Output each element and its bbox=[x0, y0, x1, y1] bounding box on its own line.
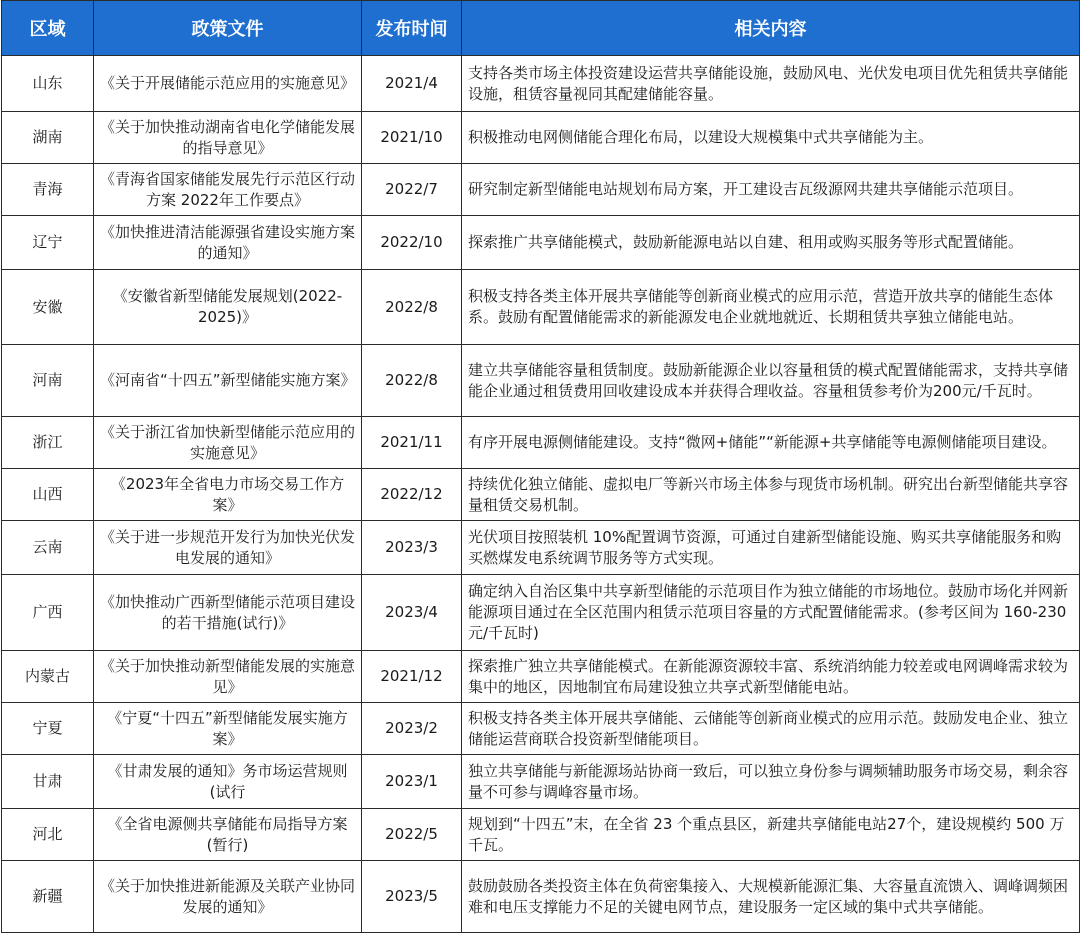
cell-region: 云南 bbox=[2, 521, 94, 575]
cell-content: 光伏项目按照装机 10%配置调节资源，可通过自建新型储能设施、购买共享储能服务和购买燃煤发电系统调节服务等方式实现。 bbox=[462, 521, 1080, 575]
policy-table bbox=[1, 0, 1080, 933]
cell-date: 2021/11 bbox=[362, 417, 462, 469]
table-row bbox=[2, 164, 1080, 216]
table-row bbox=[2, 112, 1080, 164]
table-row bbox=[2, 216, 1080, 270]
cell-document: 《甘肃发展的通知》务市场运营规则(试行 bbox=[94, 755, 362, 809]
cell-date: 2022/5 bbox=[362, 809, 462, 861]
table-row bbox=[2, 469, 1080, 521]
cell-date: 2022/12 bbox=[362, 469, 462, 521]
table-row bbox=[2, 809, 1080, 861]
table-row bbox=[2, 56, 1080, 112]
cell-document: 《关于加快推进新能源及关联产业协同发展的通知》 bbox=[94, 861, 362, 933]
cell-date: 2021/10 bbox=[362, 112, 462, 164]
table-row bbox=[2, 861, 1080, 933]
cell-region: 河北 bbox=[2, 809, 94, 861]
table-row bbox=[2, 703, 1080, 755]
cell-document: 《加快推进清洁能源强省建设实施方案的通知》 bbox=[94, 216, 362, 270]
cell-document: 《宁夏“十四五”新型储能发展实施方案》 bbox=[94, 703, 362, 755]
cell-date: 2023/2 bbox=[362, 703, 462, 755]
cell-date: 2023/4 bbox=[362, 575, 462, 651]
cell-content: 支持各类市场主体投资建设运营共享储能设施，鼓励风电、光伏发电项目优先租赁共享储能设施，租赁容量视同其配建储能容量。 bbox=[462, 56, 1080, 112]
cell-region: 山西 bbox=[2, 469, 94, 521]
header-date: 发布时间 bbox=[362, 1, 462, 56]
cell-date: 2022/8 bbox=[362, 345, 462, 417]
cell-content: 建立共享储能容量租赁制度。鼓励新能源企业以容量租赁的模式配置储能需求，支持共享储能企业通过租赁费用回收建设成本并获得合理收益。容量租赁参考价为200元/千瓦时。 bbox=[462, 345, 1080, 417]
cell-document: 《关于浙江省加快新型储能示范应用的实施意见》 bbox=[94, 417, 362, 469]
table-row bbox=[2, 575, 1080, 651]
cell-content: 鼓励鼓励各类投资主体在负荷密集接入、大规模新能源汇集、大容量直流馈入、调峰调频困难和电压支撑能力不足的关键电网节点，建设服务一定区域的集中式共享储能。 bbox=[462, 861, 1080, 933]
cell-content: 探索推广独立共享储能模式。在新能源资源较丰富、系统消纳能力较差或电网调峰需求较为集中的地区，因地制宜布局建设独立共享式新型储能电站。 bbox=[462, 651, 1080, 703]
cell-date: 2022/7 bbox=[362, 164, 462, 216]
table-row bbox=[2, 270, 1080, 345]
cell-date: 2022/10 bbox=[362, 216, 462, 270]
cell-content: 独立共享储能与新能源场站协商一致后，可以独立身份参与调频辅助服务市场交易，剩余容量不可参与调峰容量市场。 bbox=[462, 755, 1080, 809]
cell-document: 《关于开展储能示范应用的实施意见》 bbox=[94, 56, 362, 112]
cell-region: 河南 bbox=[2, 345, 94, 417]
cell-region: 辽宁 bbox=[2, 216, 94, 270]
cell-date: 2021/4 bbox=[362, 56, 462, 112]
table-row bbox=[2, 417, 1080, 469]
cell-document: 《青海省国家储能发展先行示范区行动方案 2022年工作要点》 bbox=[94, 164, 362, 216]
cell-content: 有序开展电源侧储能建设。支持“微网+储能”“新能源+共享储能等电源侧储能项目建设。 bbox=[462, 417, 1080, 469]
cell-region: 甘肃 bbox=[2, 755, 94, 809]
cell-content: 探索推广共享储能模式，鼓励新能源电站以自建、租用或购买服务等形式配置储能。 bbox=[462, 216, 1080, 270]
cell-region: 内蒙古 bbox=[2, 651, 94, 703]
cell-document: 《关于进一步规范开发行为加快光伏发电发展的通知》 bbox=[94, 521, 362, 575]
cell-content: 规划到“十四五”末，在全省 23 个重点县区，新建共享储能电站27个，建设规模约 500 万千瓦。 bbox=[462, 809, 1080, 861]
cell-date: 2023/3 bbox=[362, 521, 462, 575]
header-document: 政策文件 bbox=[94, 1, 362, 56]
cell-date: 2023/5 bbox=[362, 861, 462, 933]
cell-document: 《关于加快推动新型储能发展的实施意见》 bbox=[94, 651, 362, 703]
cell-date: 2022/8 bbox=[362, 270, 462, 345]
header-content: 相关内容 bbox=[462, 1, 1080, 56]
cell-document: 《关于加快推动湖南省电化学储能发展的指导意见》 bbox=[94, 112, 362, 164]
cell-region: 广西 bbox=[2, 575, 94, 651]
cell-region: 浙江 bbox=[2, 417, 94, 469]
cell-content: 积极推动电网侧储能合理化布局，以建设大规模集中式共享储能为主。 bbox=[462, 112, 1080, 164]
cell-region: 宁夏 bbox=[2, 703, 94, 755]
cell-document: 《安徽省新型储能发展规划(2022-2025)》 bbox=[94, 270, 362, 345]
cell-document: 《全省电源侧共享储能布局指导方案(暂行) bbox=[94, 809, 362, 861]
cell-region: 山东 bbox=[2, 56, 94, 112]
cell-region: 新疆 bbox=[2, 861, 94, 933]
cell-content: 持续优化独立储能、虚拟电厂等新兴市场主体参与现货市场机制。研究出台新型储能共享容量租赁交易机制。 bbox=[462, 469, 1080, 521]
header-row bbox=[2, 1, 1080, 56]
cell-region: 安徽 bbox=[2, 270, 94, 345]
cell-content: 积极支持各类主体开展共享储能等创新商业模式的应用示范，营造开放共享的储能生态体系。鼓励有配置储能需求的新能源发电企业就地就近、长期租赁共享独立储能电站。 bbox=[462, 270, 1080, 345]
cell-content: 确定纳入自治区集中共享新型储能的示范项目作为独立储能的市场地位。鼓励市场化并网新能源项目通过在全区范围内租赁示范项目容量的方式配置储能需求。(参考区间为 160-230元/千瓦时) bbox=[462, 575, 1080, 651]
cell-document: 《河南省“十四五”新型储能实施方案》 bbox=[94, 345, 362, 417]
table-row bbox=[2, 755, 1080, 809]
table-row bbox=[2, 521, 1080, 575]
cell-document: 《加快推动广西新型储能示范项目建设的若干措施(试行)》 bbox=[94, 575, 362, 651]
cell-date: 2023/1 bbox=[362, 755, 462, 809]
table-row bbox=[2, 651, 1080, 703]
cell-content: 积极支持各类主体开展共享储能、云储能等创新商业模式的应用示范。鼓励发电企业、独立储能运营商联合投资新型储能项目。 bbox=[462, 703, 1080, 755]
cell-document: 《2023年全省电力市场交易工作方案》 bbox=[94, 469, 362, 521]
header-region: 区域 bbox=[2, 1, 94, 56]
cell-date: 2021/12 bbox=[362, 651, 462, 703]
table-row bbox=[2, 345, 1080, 417]
cell-region: 青海 bbox=[2, 164, 94, 216]
cell-content: 研究制定新型储能电站规划布局方案，开工建设吉瓦级源网共建共享储能示范项目。 bbox=[462, 164, 1080, 216]
cell-region: 湖南 bbox=[2, 112, 94, 164]
